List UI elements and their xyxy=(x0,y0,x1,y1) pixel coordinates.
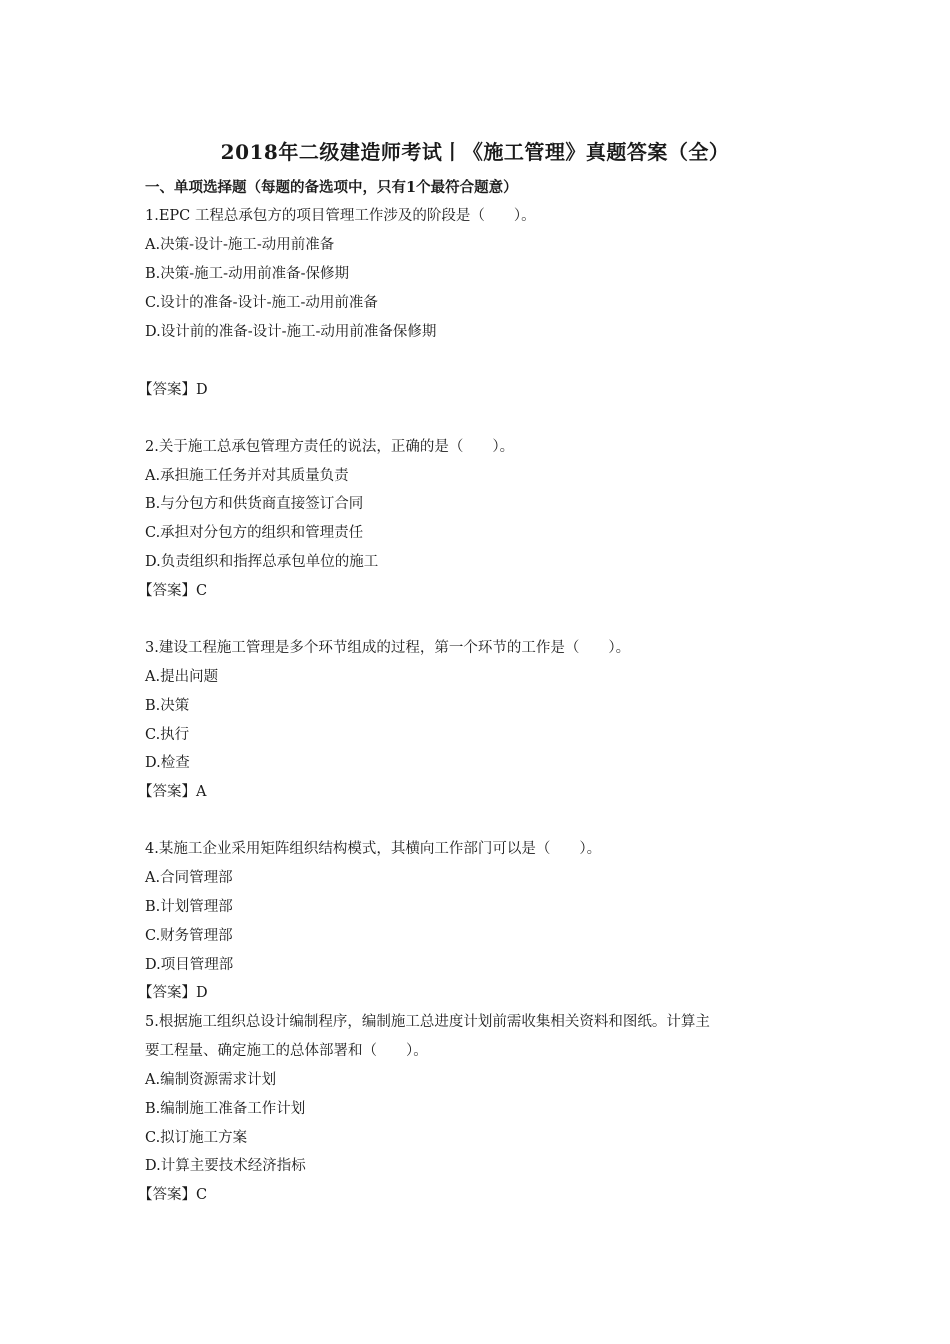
question-4-option-c: C.财务管理部 xyxy=(145,928,233,944)
question-1-option-b: B.决策-施工-动用前准备-保修期 xyxy=(145,266,349,282)
question-1-option-c: C.设计的准备-设计-施工-动用前准备 xyxy=(145,295,378,311)
question-5-stem-line-1: 5.根据施工组织总设计编制程序，编制施工总进度计划前需收集相关资料和图纸。计算主 xyxy=(145,1014,710,1030)
question-2-option-c: C.承担对分包方的组织和管理责任 xyxy=(145,525,364,541)
question-3-answer: 【答案】A xyxy=(138,784,207,800)
question-5-option-d: D.计算主要技术经济指标 xyxy=(145,1158,306,1174)
question-1-option-d: D.设计前的准备-设计-施工-动用前准备保修期 xyxy=(145,324,437,340)
question-3-option-d: D.检查 xyxy=(145,755,190,771)
question-2-answer: 【答案】C xyxy=(138,583,208,599)
question-3-option-a: A.提出问题 xyxy=(145,669,219,685)
document-title: 2018年二级建造师考试丨《施工管理》真题答案（全） xyxy=(220,140,730,164)
question-5-stem-line-2: 要工程量、确定施工的总体部署和（ ）。 xyxy=(145,1043,428,1059)
question-4-option-a: A.合同管理部 xyxy=(145,870,233,886)
question-2-stem: 2.关于施工总承包管理方责任的说法，正确的是（ ）。 xyxy=(145,439,515,455)
question-3-option-c: C.执行 xyxy=(145,727,190,743)
question-3-option-b: B.决策 xyxy=(145,698,190,714)
question-1-option-a: A.决策-设计-施工-动用前准备 xyxy=(145,237,335,253)
question-4-stem: 4.某施工企业采用矩阵组织结构模式，其横向工作部门可以是（ ）。 xyxy=(145,841,602,857)
question-1-stem: 1.EPC 工程总承包方的项目管理工作涉及的阶段是（ ）。 xyxy=(145,208,536,224)
question-4-option-b: B.计划管理部 xyxy=(145,899,233,915)
question-5-option-b: B.编制施工准备工作计划 xyxy=(145,1101,306,1117)
question-4-answer: 【答案】D xyxy=(138,985,208,1001)
question-5-answer: 【答案】C xyxy=(138,1187,208,1203)
question-1-answer: 【答案】D xyxy=(138,382,208,398)
section-heading: 一、单项选择题（每题的备选项中，只有1个最符合题意） xyxy=(145,179,518,196)
question-5-option-a: A.编制资源需求计划 xyxy=(145,1072,277,1088)
question-3-stem: 3.建设工程施工管理是多个环节组成的过程，第一个环节的工作是（ ）。 xyxy=(145,640,631,656)
question-2-option-d: D.负责组织和指挥总承包单位的施工 xyxy=(145,554,379,570)
question-2-option-b: B.与分包方和供货商直接签订合同 xyxy=(145,496,364,512)
question-5-option-c: C.拟订施工方案 xyxy=(145,1130,248,1146)
question-4-option-d: D.项目管理部 xyxy=(145,957,234,973)
question-2-option-a: A.承担施工任务并对其质量负责 xyxy=(145,468,349,484)
